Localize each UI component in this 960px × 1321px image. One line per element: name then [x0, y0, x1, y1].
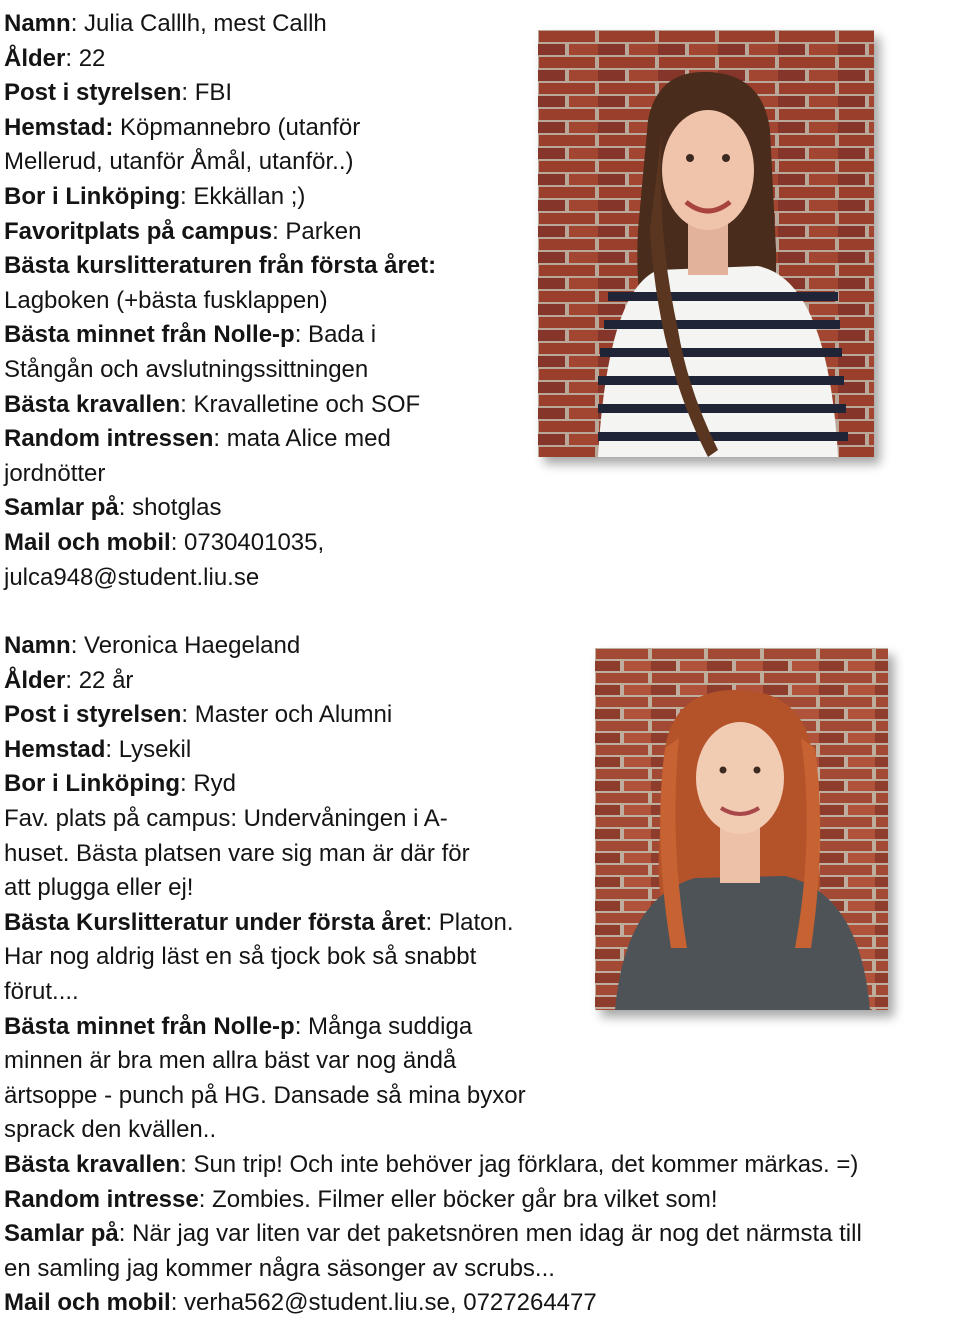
field-value: julca948@student.liu.se — [4, 563, 260, 591]
profile-line — [4, 1113, 954, 1148]
profile-line — [4, 7, 524, 42]
field-value: shotglas — [125, 494, 222, 522]
profile-line — [4, 1217, 954, 1252]
field-label: Bästa minnet från Nolle-p — [4, 321, 295, 349]
field-label: Post i styrelsen — [4, 79, 182, 107]
field-value: Många suddiga — [301, 1012, 473, 1040]
field-label: Favoritplats på campus — [4, 217, 273, 245]
field-label: Bästa kurslitteraturen från första året: — [4, 252, 437, 280]
portrait-illustration — [595, 648, 888, 1010]
field-label: Mail och mobil — [4, 528, 171, 556]
field-value: Kravalletine och SOF — [186, 390, 421, 418]
field-value: När jag var liten var det paketsnören men idag är nog det närmsta till — [125, 1220, 862, 1248]
field-label: Random intressen — [4, 425, 214, 453]
field-label: Random intresse — [4, 1185, 199, 1213]
profile-julia-text — [4, 7, 524, 595]
field-separator: : — [294, 1012, 302, 1040]
profile-line — [4, 249, 524, 284]
field-separator: : — [179, 182, 187, 210]
field-value: 0730401035, — [177, 528, 325, 556]
field-separator: : — [70, 10, 78, 37]
field-value: Bada i — [301, 321, 377, 349]
field-separator: : — [170, 1289, 178, 1317]
profile-line — [4, 1183, 954, 1218]
field-value: huset. Bästa platsen vare sig man är där för — [4, 839, 470, 867]
field-value: Har nog aldrig läst en så tjock bok så snabbt — [4, 943, 477, 971]
profile-line — [4, 1148, 954, 1183]
profile-line — [4, 284, 524, 319]
field-value: FBI — [188, 79, 233, 107]
field-value: att plugga eller ej! — [4, 874, 194, 902]
field-value: jordnötter — [4, 459, 106, 487]
field-value: Stångån och avslutningssittningen — [4, 355, 369, 383]
field-value: sprack den kvällen.. — [4, 1116, 217, 1144]
field-label: Bor i Linköping — [4, 770, 180, 798]
field-label: Namn — [4, 10, 71, 37]
field-separator: : — [198, 1185, 206, 1213]
profile-line — [4, 42, 524, 77]
photo-julia — [538, 30, 874, 457]
profile-line — [4, 111, 524, 146]
field-label: Samlar på — [4, 494, 119, 522]
field-separator: : — [70, 632, 78, 659]
profile-line — [4, 215, 524, 250]
profile-line — [4, 1010, 954, 1045]
field-value: minnen är bra men allra bäst var nog ändå — [4, 1047, 457, 1075]
field-label: Hemstad — [4, 735, 106, 763]
field-label: Post i styrelsen — [4, 701, 182, 729]
field-label: Ålder — [4, 44, 66, 72]
field-value: ärtsoppe - punch på HG. Dansade så mina byxor — [4, 1081, 526, 1109]
field-value: en samling jag kommer några säsonger av scrubs... — [4, 1254, 555, 1282]
profile-line — [4, 526, 524, 561]
profile-line — [4, 318, 524, 353]
field-value: Ekkällan ;) — [186, 182, 306, 210]
field-separator: : — [272, 217, 279, 245]
field-value: Veronica Haegeland — [77, 632, 301, 659]
field-separator: : — [179, 770, 187, 798]
field-separator: : — [294, 321, 302, 349]
field-label: Samlar på — [4, 1220, 119, 1248]
photo-veronica — [595, 648, 888, 1010]
field-separator: : — [181, 701, 189, 729]
profile-line — [4, 457, 524, 492]
profile-line — [4, 76, 524, 111]
profile-line — [4, 422, 524, 457]
profile-line — [4, 561, 524, 596]
profile-line — [4, 491, 524, 526]
profile-line — [4, 1252, 954, 1287]
field-separator: : — [65, 666, 73, 694]
profile-line — [4, 353, 524, 388]
portrait-illustration — [538, 30, 874, 457]
field-value: förut.... — [4, 977, 79, 1005]
field-value: Lagboken (+bästa fusklappen) — [4, 286, 328, 314]
field-label: Ålder — [4, 666, 66, 694]
field-value: Ryd — [186, 770, 237, 798]
profile-line — [4, 388, 524, 423]
field-value: Fav. plats på campus: Undervåningen i A- — [4, 804, 448, 832]
field-label: Mail och mobil — [4, 1289, 171, 1317]
field-separator: : — [118, 1220, 126, 1248]
field-separator: : — [118, 494, 126, 522]
field-value: Lysekil — [112, 735, 192, 763]
field-value: verha562@student.liu.se, 0727264477 — [177, 1289, 597, 1317]
field-value: mata Alice med — [220, 425, 391, 453]
field-separator: : — [180, 1150, 187, 1178]
field-value: Parken — [278, 217, 362, 245]
field-separator: : — [180, 390, 187, 418]
field-label: Bästa kravallen — [4, 1150, 181, 1178]
field-separator: : — [213, 425, 221, 453]
field-value: Master och Alumni — [188, 701, 393, 729]
field-value: Zombies. Filmer eller böcker går bra vilket som! — [205, 1185, 718, 1213]
field-label: Hemstad: — [4, 113, 114, 141]
field-value: Julia Calllh, mest Callh — [77, 10, 327, 37]
field-separator: : — [65, 44, 73, 72]
field-value: Köpmannebro (utanför — [113, 113, 361, 141]
profile-line — [4, 1079, 954, 1114]
field-value: 22 år — [72, 666, 134, 694]
field-label: Bästa Kurslitteratur under första året — [4, 908, 426, 936]
field-label: Bästa minnet från Nolle-p — [4, 1012, 295, 1040]
field-label: Bästa kravallen — [4, 390, 181, 418]
field-value: Mellerud, utanför Åmål, utanför..) — [4, 148, 354, 176]
field-label: Bor i Linköping — [4, 182, 180, 210]
field-label: Namn — [4, 632, 71, 659]
field-value: Sun trip! Och inte behöver jag förklara, det kommer märkas. =) — [186, 1150, 859, 1178]
field-value: Platon. — [432, 908, 514, 936]
profile-line — [4, 145, 524, 180]
field-separator: : — [105, 735, 113, 763]
field-separator: : — [181, 79, 189, 107]
field-separator: : — [170, 528, 178, 556]
profile-line — [4, 180, 524, 215]
profile-line — [4, 1044, 954, 1079]
field-value: 22 — [72, 44, 106, 72]
field-separator: : — [425, 908, 433, 936]
